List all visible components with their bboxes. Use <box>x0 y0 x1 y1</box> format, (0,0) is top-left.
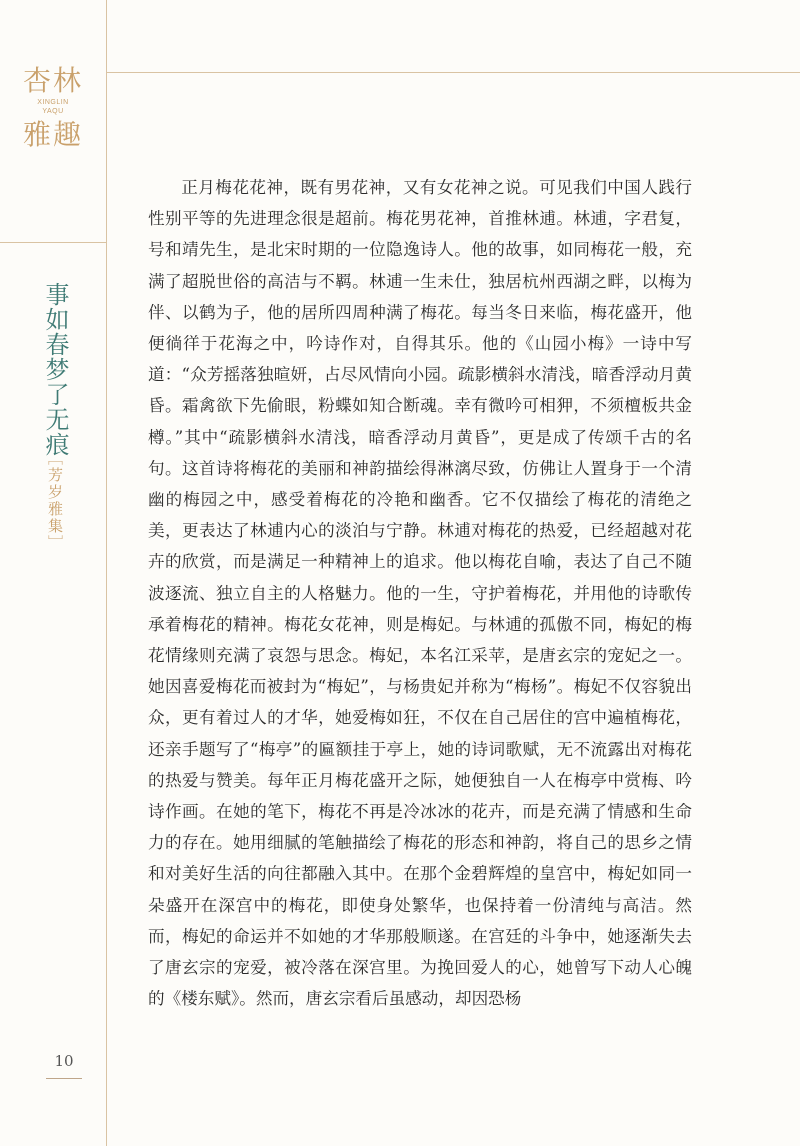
article-body <box>148 172 692 1014</box>
brand-line-1: 杏林 <box>22 64 83 97</box>
page-number-rule <box>46 1078 82 1079</box>
margin-divider-vertical <box>106 0 107 1146</box>
brand-line-2: 雅趣 <box>22 118 83 151</box>
brand-latin-2: YAQU <box>42 108 64 115</box>
body-paragraph: 正月梅花花神，既有男花神，又有女花神之说。可见我们中国人践行性别平等的先进理念很是超前。梅花男花神，首推林逋。林逋，字君复，号和靖先生，是北宋时期的一位隐逸诗人。他的故事，如同梅花一般，充满了超脱世俗的高洁与不羁。林逋一生未仕，独居杭州西湖之畔，以梅为伴、以鹤为子，他的居所四周种满了梅花。每当冬日来临，梅花盛开，他便徜徉于花海之中，吟诗作对，自得其乐。他的《山园小梅》一诗中写道：“众芳摇落独暄妍，占尽风情向小园。疏影横斜水清浅，暗香浮动月黄昏。霜禽欲下先偷眼，粉蝶如知合断魂。幸有微吟可相狎，不须檀板共金樽。”其中“疏影横斜水清浅，暗香浮动月黄昏”，更是成了传颂千古的名句。这首诗将梅花的美丽和神韵描绘得淋漓尽致，仿佛让人置身于一个清幽的梅园之中，感受着梅花的冷艳和幽香。它不仅描绘了梅花的清绝之美，更表达了林逋内心的淡泊与宁静。林逋对梅花的热爱，已经超越对花卉的欣赏，而是满足一种精神上的追求。他以梅花自喻，表达了自己不随波逐流、独立自主的人格魅力。他的一生，守护着梅花，并用他的诗歌传承着梅花的精神。梅花女花神，则是梅妃。与林逋的孤傲不同，梅妃的梅花情缘则充满了哀怨与思念。梅妃，本名江采苹，是唐玄宗的宠妃之一。她因喜爱梅花而被封为“梅妃”，与杨贵妃并称为“梅杨”。梅妃不仅容貌出众，更有着过人的才华，她爱梅如狂，不仅在自己居住的宫中遍植梅花，还亲手题写了“梅亭”的匾额挂于亭上，她的诗词歌赋，无不流露出对梅花的热爱与赞美。每年正月梅花盛开之际，她便独自一人在梅亭中赏梅、吟诗作画。在她的笔下，梅花不再是冷冰冰的花卉，而是充满了情感和生命力的存在。她用细腻的笔触描绘了梅花的形态和神韵，将自己的思乡之情和对美好生活的向往都融入其中。在那个金碧辉煌的皇宫中，梅妃如同一朵盛开在深宫中的梅花，即使身处繁华，也保持着一份清纯与高洁。然而，梅妃的命运并不如她的才华那般顺遂。在宫廷的斗争中，她逐渐失去了唐玄宗的宠爱，被冷落在深宫里。为挽回爱人的心，她曾写下动人心魄的《楼东赋》。然而，唐玄宗看后虽感动，却因恐杨 <box>148 178 692 1009</box>
section-subtitle: ［芳岁雅集］ <box>46 450 64 552</box>
header-rule <box>106 72 800 73</box>
column-brand <box>0 66 106 150</box>
section-title: 事如春梦了无痕 <box>41 282 69 457</box>
sidebar-rule <box>0 242 106 243</box>
page-number: 10 <box>54 1052 74 1070</box>
brand-latin-1: XINGLIN <box>37 99 69 106</box>
